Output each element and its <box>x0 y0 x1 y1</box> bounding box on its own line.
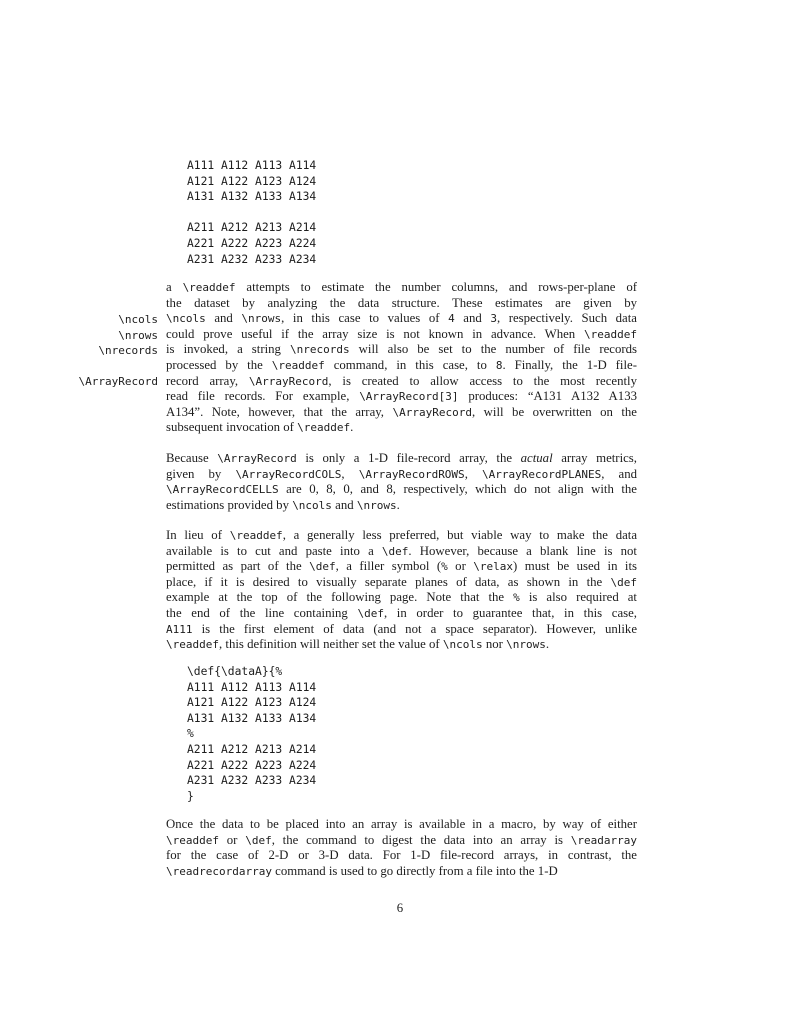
text-line: In lieu of \readdef, a generally less preferred, but viable way to make the data <box>166 528 638 542</box>
code-line: A221 A222 A223 A224 <box>187 236 317 250</box>
text-line: the dataset by analyzing the data structure. These estimates are given by <box>166 295 637 310</box>
code-line: A221 A222 A223 A224 <box>187 758 317 772</box>
code-block-def-dataA <box>187 664 316 804</box>
text-line: for the case of 2-D or 3-D data. For 1-D file-record arrays, in contrast, the <box>166 848 637 863</box>
code-line <box>187 205 316 221</box>
margin-label-ncols: \ncols <box>118 313 158 326</box>
text-line: estimations provided by \ncols and \nrows. <box>166 497 400 512</box>
code-line: A211 A212 A213 A214 <box>187 221 317 235</box>
code-line: A121 A122 A123 A124 <box>187 696 317 710</box>
text-line: \readrecordarray command is used to go directly from a file into the 1-D <box>166 863 558 878</box>
text-line: A134”. Note, however, that the array, \ArrayRecord, will be overwritten on the <box>166 404 637 419</box>
text-line: processed by the \readdef command, in this case, to 8. Finally, the 1-D file- <box>166 357 637 372</box>
text-line: subsequent invocation of \readdef. <box>166 420 354 435</box>
code-line: \def{\dataA}{% <box>187 665 283 678</box>
text-line: is invoked, a string \nrecords will also be set to the number of file records <box>166 342 637 357</box>
margin-label-arrayrecord: \ArrayRecord <box>78 375 158 388</box>
text-line: \ncols and \nrows, in this case to values of 4 and 3, respectively. Such data <box>166 311 637 326</box>
code-line: A211 A212 A213 A214 <box>187 742 317 756</box>
code-line: % <box>187 727 194 741</box>
code-block-plain-data <box>187 158 316 267</box>
paragraph-def-alternative <box>166 528 637 653</box>
text-line: permitted as part of the \def, a filler symbol (% or \relax) must be used in its <box>166 559 638 574</box>
text-line: given by \ArrayRecordCOLS, \ArrayRecordROWS, \ArrayRecordPLANES, and <box>166 466 637 481</box>
text-line: A111 is the first element of data (and not a space separator). However, unlike <box>166 621 637 636</box>
text-line: the end of the line containing \def, in order to guarantee that, in this case, <box>166 605 637 620</box>
text-line: Because \ArrayRecord is only a 1-D file-record array, the actual array metrics, <box>166 451 637 465</box>
margin-label-nrows: \nrows <box>118 329 158 342</box>
margin-label-nrecords: \nrecords <box>98 344 158 357</box>
text-line: \ArrayRecordCELLS are 0, 8, 0, and 8, respectively, which do not align with the <box>166 482 637 497</box>
text-line: \readdef or \def, the command to digest the data into an array is \readarray <box>166 832 638 847</box>
code-line: A231 A232 A233 A234 <box>187 774 317 788</box>
code-line: A111 A112 A113 A114 <box>187 680 317 694</box>
code-line: } <box>187 789 194 803</box>
text-line: a \readdef attempts to estimate the number columns, and rows-per-plane of <box>166 280 637 294</box>
paragraph-array-metrics <box>166 451 637 513</box>
text-line: available is to cut and paste into a \def. However, because a blank line is not <box>166 543 637 558</box>
text-line: could prove useful if the array size is not known in advance. When \readdef <box>166 326 637 341</box>
code-line: A231 A232 A233 A234 <box>187 252 317 266</box>
page-number: 6 <box>396 901 404 915</box>
code-line: A131 A132 A133 A134 <box>187 190 317 204</box>
code-line: A111 A112 A113 A114 <box>187 159 317 172</box>
text-line: example at the top of the following page. Note that the % is also required at <box>166 590 637 605</box>
text-line: record array, \ArrayRecord, is created to allow access to the most recently <box>166 373 637 388</box>
text-line: read file records. For example, \ArrayRecord[3] produces: “A131 A132 A133 <box>166 389 637 404</box>
text-line: place, if it is desired to visually separate planes of data, as shown in the \def <box>166 574 637 589</box>
code-line: A121 A122 A123 A124 <box>187 174 317 188</box>
paragraph-readdef-estimates <box>166 280 637 436</box>
code-line: A131 A132 A133 A134 <box>187 711 317 725</box>
text-line: Once the data to be placed into an array is available in a macro, by way of either <box>166 817 637 831</box>
text-line: \readdef, this definition will neither set the value of \ncols nor \nrows. <box>166 637 550 652</box>
paragraph-readarray-intro <box>166 817 637 879</box>
